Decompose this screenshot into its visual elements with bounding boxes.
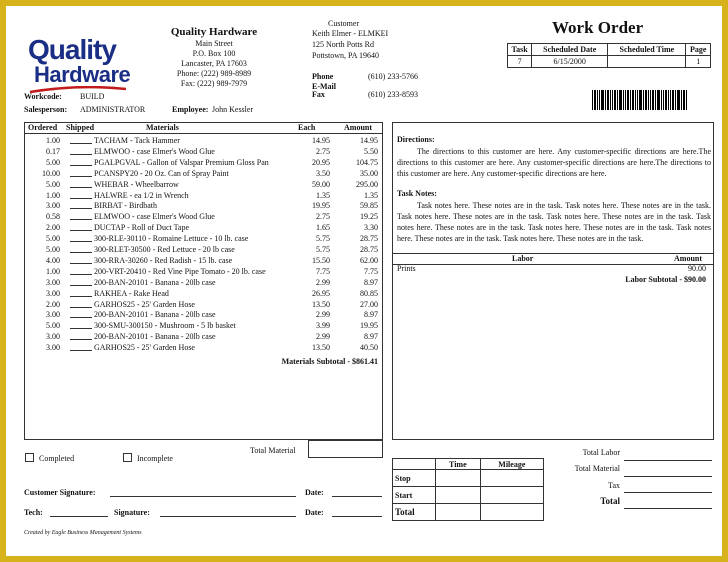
task-notes-label: Task Notes: (397, 189, 437, 198)
material-each: 2.75 (316, 212, 330, 222)
material-row (24, 179, 380, 190)
time-mileage-table (392, 458, 544, 521)
logo-hardware: Hardware (34, 62, 131, 87)
material-description: GARHOS25 - 25' Garden Hose (94, 299, 195, 309)
ordered-qty: 5.00 (46, 321, 60, 331)
material-row (24, 288, 380, 299)
company-phone: Phone: (222) 989-8989 (176, 69, 252, 78)
ordered-qty: 1.00 (46, 136, 60, 145)
material-row (24, 135, 380, 146)
labor-top-rule (392, 253, 714, 254)
ordered-qty: 3.00 (46, 343, 60, 353)
task-value: 7 (508, 56, 532, 68)
material-description: 300-SMU-300150 - Mushroom - 5 lb basket (94, 321, 236, 331)
material-description: GARHOS25 - 25' Garden Hose (94, 343, 195, 353)
material-amount: 28.75 (360, 234, 378, 244)
material-row (24, 168, 380, 179)
shipped-blank[interactable] (70, 256, 92, 264)
mileage-header: Mileage (480, 459, 543, 470)
ordered-qty: 3.00 (46, 277, 60, 287)
labor-subtotal: Labor Subtotal - $90.00 (625, 275, 706, 284)
stop-mileage-field[interactable] (480, 470, 543, 487)
tech-date-line[interactable] (332, 516, 382, 517)
tech-signature-line[interactable] (160, 516, 296, 517)
material-row (24, 200, 380, 211)
shipped-blank[interactable] (70, 300, 92, 308)
material-amount: 35.00 (360, 168, 378, 178)
total-material-label: Total Material (250, 446, 296, 455)
ordered-qty: 3.00 (46, 288, 60, 298)
company-name: Quality Hardware (170, 26, 258, 38)
material-row (24, 320, 380, 331)
ordered-qty: 10.00 (42, 168, 60, 178)
material-each: 2.99 (316, 277, 330, 287)
ordered-qty: 3.00 (46, 332, 60, 342)
material-row (24, 190, 380, 201)
customer-date-label: Date: (305, 488, 324, 497)
shipped-blank[interactable] (70, 180, 92, 188)
material-description: 300-RLE-30110 - Romaine Lettuce - 10 lb. case (94, 234, 249, 244)
customer-address2: Pottstown, PA 19640 (312, 51, 380, 60)
tech-line[interactable] (50, 516, 108, 517)
logo-quality: Quality (28, 34, 116, 65)
tech-label: Tech: (24, 508, 43, 517)
workcode-value: BUILD (80, 92, 105, 101)
shipped-blank[interactable] (70, 212, 92, 220)
stop-label: Stop (393, 470, 436, 487)
material-each: 13.50 (312, 343, 330, 353)
shipped-blank[interactable] (70, 245, 92, 253)
tech-date-label: Date: (305, 508, 324, 517)
material-row (24, 342, 380, 353)
grand-total-label: Total (600, 496, 620, 506)
customer-signature-line[interactable] (110, 496, 296, 497)
material-row (24, 331, 380, 342)
material-amount: 62.00 (360, 255, 378, 265)
shipped-blank[interactable] (70, 321, 92, 329)
tax-label: Tax (608, 481, 620, 490)
material-each: 2.75 (316, 146, 330, 156)
page-header: Page (686, 44, 711, 56)
total-labor-label: Total Labor (582, 448, 620, 457)
customer-email-label: E-Mail (312, 82, 336, 91)
total-label: Total (393, 504, 436, 521)
shipped-blank[interactable] (70, 278, 92, 286)
customer-phone-label: Phone (312, 72, 334, 81)
material-description: 300-RLET-30500 - Red Lettuce - 20 lb case (94, 245, 235, 254)
materials-header-rule (24, 133, 383, 134)
each-header: Each (298, 123, 316, 132)
customer-label: Customer (328, 19, 360, 28)
shipped-blank[interactable] (70, 267, 92, 275)
material-each: 1.35 (316, 190, 330, 200)
material-amount: 104.75 (356, 157, 378, 167)
material-description: 200-BAN-20101 - Banana - 20lb case (94, 332, 216, 342)
ordered-qty: 0.17 (46, 146, 60, 156)
material-row (24, 244, 380, 255)
material-each: 13.50 (312, 299, 330, 309)
material-row (24, 146, 380, 157)
scheduled-date-header: Scheduled Date (532, 44, 608, 56)
total-mileage-field[interactable] (480, 504, 543, 521)
customer-address1: 125 North Potts Rd (312, 40, 375, 49)
material-amount: 59.85 (360, 201, 378, 211)
shipped-blank[interactable] (70, 310, 92, 318)
customer-date-line[interactable] (332, 496, 382, 497)
work-order-page (6, 6, 722, 556)
customer-name: Keith Elmer - ELMKEI (312, 29, 389, 38)
material-amount: 1.35 (364, 190, 378, 200)
directions-text: The directions to this customer are here. Any customer-specific directions are here.The directions to this customer are here. Any customer-specific directions are here.The directions to this customer are here. Any customer-specific directions are here. (397, 147, 711, 178)
material-each: 2.99 (316, 310, 330, 320)
tech-signature-label: Signature: (114, 508, 150, 517)
material-each: 2.99 (316, 332, 330, 342)
amount-header: Amount (344, 123, 373, 132)
shipped-blank[interactable] (70, 332, 92, 340)
material-each: 26.95 (312, 288, 330, 298)
total-labor-line[interactable] (624, 460, 712, 461)
material-amount: 5.50 (364, 146, 378, 156)
labor-header: Labor (512, 254, 534, 263)
totals-material-line[interactable] (624, 476, 712, 477)
material-each: 20.95 (312, 157, 330, 167)
material-amount: 8.97 (364, 277, 378, 287)
material-amount: 3.30 (364, 223, 378, 233)
material-description: PCANSPY20 - 20 Oz. Can of Spray Paint (94, 168, 229, 178)
material-row (24, 277, 380, 288)
material-each: 5.75 (316, 234, 330, 244)
material-amount: 80.85 (360, 288, 378, 298)
labor-row-amount: 90.00 (688, 264, 706, 273)
ordered-qty: 5.00 (46, 157, 60, 167)
material-amount: 8.97 (364, 310, 378, 320)
material-amount: 19.95 (360, 321, 378, 331)
customer-signature-label: Customer Signature: (24, 488, 96, 497)
customer-fax-label: Fax (312, 90, 325, 99)
task-table (507, 43, 711, 68)
shipped-blank[interactable] (70, 147, 92, 155)
shipped-blank[interactable] (70, 289, 92, 297)
material-amount: 8.97 (364, 332, 378, 342)
material-description: WHEBAR - Wheelbarrow (94, 179, 179, 189)
materials-header: Materials (146, 123, 179, 132)
incomplete-checkbox[interactable] (123, 453, 132, 462)
material-row (24, 255, 380, 266)
material-description: HALWRE - ea 1/2 in Wrench (94, 190, 189, 200)
total-material-field[interactable] (308, 440, 383, 458)
shipped-blank[interactable] (70, 223, 92, 231)
footer-credit: Created by Eagle Business Management Systems (24, 530, 142, 536)
material-amount: 295.00 (356, 179, 378, 189)
material-row (24, 211, 380, 222)
barcode-icon (592, 90, 710, 110)
customer-fax: (610) 233-8593 (368, 90, 418, 99)
labor-row-name: Prints (397, 264, 416, 273)
start-time-field[interactable] (436, 487, 481, 504)
directions-label: Directions: (397, 135, 435, 144)
task-header: Task (508, 44, 532, 56)
material-each: 7.75 (316, 266, 330, 276)
material-row (24, 222, 380, 233)
shipped-blank[interactable] (70, 158, 92, 166)
shipped-blank[interactable] (70, 234, 92, 242)
ordered-qty: 1.00 (46, 190, 60, 200)
scheduled-time-value (608, 56, 686, 68)
shipped-blank[interactable] (70, 201, 92, 209)
completed-checkbox[interactable] (25, 453, 34, 462)
material-row (24, 233, 380, 244)
material-description: ELMWOO - case Elmer's Wood Glue (94, 146, 215, 156)
scheduled-date-value: 6/15/2000 (532, 56, 608, 68)
labor-amount-header: Amount (674, 254, 703, 263)
ordered-qty: 0.58 (46, 212, 60, 222)
stop-time-field[interactable] (436, 470, 481, 487)
completed-label: Completed (39, 454, 75, 463)
shipped-blank[interactable] (70, 169, 92, 177)
material-each: 14.95 (312, 136, 330, 145)
ordered-qty: 5.00 (46, 234, 60, 244)
shipped-blank[interactable] (70, 343, 92, 351)
scheduled-time-header: Scheduled Time (608, 44, 686, 56)
material-description: RAKHEA - Rake Head (94, 288, 169, 298)
grand-total-line[interactable] (624, 508, 712, 509)
material-each: 15.50 (312, 255, 330, 265)
material-amount: 28.75 (360, 245, 378, 254)
material-each: 3.50 (316, 168, 330, 178)
materials-subtotal: Materials Subtotal - $861.41 (281, 357, 378, 366)
tax-line[interactable] (624, 492, 712, 493)
incomplete-label: Incomplete (137, 454, 173, 463)
workcode-label: Workcode: (24, 92, 62, 101)
totals-material-label: Total Material (574, 464, 620, 473)
material-amount: 27.00 (360, 299, 378, 309)
ordered-header: Ordered (28, 123, 58, 132)
total-time-field[interactable] (436, 504, 481, 521)
page-value: 1 (686, 56, 711, 68)
material-description: DUCTAP - Roll of Duct Tape (94, 223, 190, 233)
material-description: ELMWOO - case Elmer's Wood Glue (94, 212, 215, 222)
customer-phone: (610) 233-5766 (368, 72, 418, 81)
ordered-qty: 2.00 (46, 299, 60, 309)
material-description: 200-BAN-20101 - Banana - 20lb case (94, 277, 216, 287)
material-each: 3.99 (316, 321, 330, 331)
company-city: Lancaster, PA 17603 (181, 59, 247, 68)
material-amount: 14.95 (360, 136, 378, 145)
material-each: 5.75 (316, 245, 330, 254)
shipped-blank[interactable] (70, 191, 92, 199)
salesperson-label: Salesperson: (24, 105, 68, 114)
ordered-qty: 1.00 (46, 266, 60, 276)
shipped-blank[interactable] (70, 136, 92, 144)
material-each: 19.95 (312, 201, 330, 211)
material-description: BIRBAT - Birdbath (94, 201, 157, 211)
ordered-qty: 3.00 (46, 201, 60, 211)
employee-value: John Kessler (212, 105, 254, 114)
ordered-qty: 2.00 (46, 223, 60, 233)
company-po-box: P.O. Box 100 (192, 49, 236, 58)
material-row (24, 309, 380, 320)
material-description: 300-RRA-30260 - Red Radish - 15 lb. case (94, 255, 233, 265)
material-row (24, 266, 380, 277)
material-amount: 19.25 (360, 212, 378, 222)
company-street: Main Street (195, 39, 233, 48)
company-fax: Fax: (222) 989-7979 (180, 79, 248, 88)
material-description: TACHAM - Tack Hammer (94, 136, 180, 145)
material-amount: 40.50 (360, 343, 378, 353)
company-address (166, 26, 262, 89)
salesperson-value: ADMINISTRATOR (80, 105, 146, 114)
ordered-qty: 5.00 (46, 245, 60, 254)
task-notes-text: Task notes here. These notes are in the task. Task notes here. These notes are in the task. Task notes here. These notes are in the task. Task notes here. These notes are in the task. Task notes here. These notes are in the task. Task notes here. These notes are in the task. Task notes here. These notes are in the task. Task notes here. These notes are in the task. (397, 201, 711, 243)
ordered-qty: 5.00 (46, 179, 60, 189)
material-each: 1.65 (316, 223, 330, 233)
start-label: Start (393, 487, 436, 504)
ordered-qty: 3.00 (46, 310, 60, 320)
time-table-corner (393, 459, 436, 470)
start-mileage-field[interactable] (480, 487, 543, 504)
material-description: PGALPGVAL - Gallon of Valspar Premium Gloss Pan (94, 157, 269, 167)
document-title: Work Order (552, 18, 644, 37)
shipped-header: Shipped (66, 123, 95, 132)
material-description: 200-BAN-20101 - Banana - 20lb case (94, 310, 216, 320)
time-header: Time (436, 459, 481, 470)
employee-label: Employee: (172, 105, 209, 114)
material-each: 59.00 (312, 179, 330, 189)
material-row (24, 157, 380, 168)
material-description: 200-VRT-20410 - Red Vine Pipe Tomato - 20 lb. case (94, 266, 266, 276)
material-row (24, 299, 380, 310)
ordered-qty: 4.00 (46, 255, 60, 265)
material-amount: 7.75 (364, 266, 378, 276)
